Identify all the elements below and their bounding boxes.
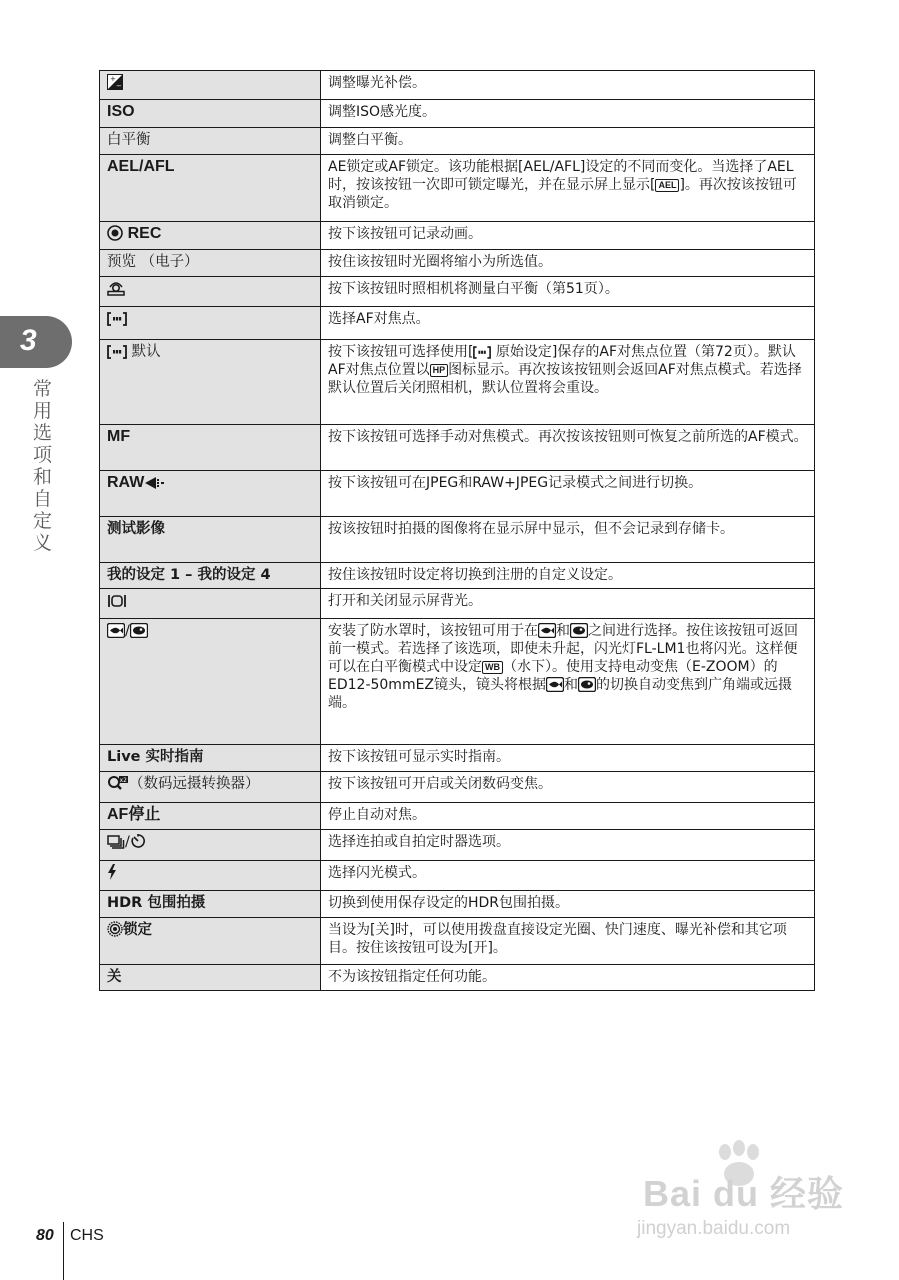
row-label: AEL/AFL [107,158,175,175]
svg-text:x2: x2 [119,777,127,784]
self-timer-icon [130,833,146,849]
table-row [100,128,815,155]
af-target-icon [107,345,127,359]
table-row [100,222,815,250]
digital-zoom-icon [107,775,129,791]
row-desc: 按下该按钮时照相机将测量白平衡（第51页）。 [321,277,815,307]
row-desc: AE锁定或AF锁定。该功能根据[AEL/AFL]设定的不同而变化。当选择了AEL时，按该按钮一次即可锁定曝光，并在显示屏上显示[ AEL ]。再次按该按钮可取消锁定。 [321,155,815,222]
row-desc: 调整曝光补偿。 [321,71,815,100]
underwater-wb-badge: WB [482,661,503,674]
af-target-icon [473,346,491,359]
row-label: 测试影像 [100,517,321,563]
table-row [100,589,815,619]
row-label: 锁定 [123,922,152,938]
button-function-table [99,70,815,991]
row-desc: 安装了防水罩时，该按钮可用于在 和 之间进行选择。按住该按钮可返回前一模式。若选择了该选项，即使未升起，闪光灯FL-LM1也将闪光。这样便可以在白平衡模式中设定 WB （水下）。使用支持电动变焦（E-ZOOM）的ED12-50mmEZ镜头，镜头将根据 和 的切换自动变焦到广角端或远摄端。 [321,619,815,745]
row-desc: 按下该按钮可选择使用[ 原始设定]保存的AF对焦点位置（第72页）。默认AF对焦点位置以 HP 图标显示。再次按该按钮则会返回AF对焦点模式。若选择默认位置后关闭照相机，默认位置将会重设。 [321,340,815,425]
row-desc: 停止自动对焦。 [321,803,815,830]
table-row [100,918,815,965]
row-label: 默认 [131,344,161,360]
table-row [100,619,815,745]
chapter-tab [0,316,72,368]
row-desc: 按住该按钮时设定将切换到注册的自定义设定。 [321,563,815,589]
table-row [100,100,815,128]
table-row [100,965,815,991]
row-desc: 按该按钮时拍摄的图像将在显示屏中显示，但不会记录到存储卡。 [321,517,815,563]
table-row [100,772,815,803]
row-desc: 选择AF对焦点。 [321,307,815,340]
underwater-macro-icon [578,677,596,692]
table-row [100,340,815,425]
exposure-compensation-icon [107,74,123,90]
chapter-title: 常用选项和自定义 [33,378,53,554]
table-row [100,745,815,772]
table-row [100,830,815,861]
table-row [100,425,815,471]
table-row [100,250,815,277]
row-label: （数码远摄转换器） [129,776,260,792]
flash-icon [107,864,117,880]
row-desc: 切换到使用保存设定的HDR包围拍摄。 [321,891,815,918]
table-row [100,471,815,517]
row-desc: 调整白平衡。 [321,128,815,155]
table-row [100,155,815,222]
home-position-badge: HP [430,364,449,377]
underwater-wide-icon [538,623,556,638]
page-number: 80 [36,1227,54,1244]
row-label: ISO [107,103,135,120]
row-label: Live 实时指南 [100,745,321,772]
row-label: AF停止 [107,806,161,823]
row-label: HDR 包围拍摄 [100,891,321,918]
row-desc: 选择连拍或自拍定时器选项。 [321,830,815,861]
row-label: 预览 （电子） [100,250,321,277]
baidu-watermark [625,1140,855,1260]
table-row [100,71,815,100]
row-desc: 按下该按钮可选择手动对焦模式。再次按该按钮则可恢复之前所选的AF模式。 [321,425,815,471]
row-desc: 打开和关闭显示屏背光。 [321,589,815,619]
dial-icon [107,921,123,937]
svg-text:+: + [110,75,116,83]
af-target-icon [107,312,127,326]
table-row [100,891,815,918]
underwater-wide-icon [546,677,564,692]
jpeg-quality-icon [144,476,166,490]
row-desc: 按住该按钮时光圈将缩小为所选值。 [321,250,815,277]
chapter-number: 3 [20,324,37,357]
svg-text:−: − [116,82,122,90]
page-language: CHS [70,1227,104,1244]
table-row [100,803,815,830]
row-label: / [125,623,130,639]
row-desc: 按下该按钮可显示实时指南。 [321,745,815,772]
record-icon [107,225,123,241]
table-row [100,517,815,563]
row-desc: 调整ISO感光度。 [321,100,815,128]
row-label: REC [127,225,162,242]
row-label: / [125,834,130,850]
row-label: 关 [100,965,321,991]
row-desc: 当设为[关]时，可以使用拨盘直接设定光圈、快门速度、曝光补偿和其它项目。按住该按钮可设为[开]。 [321,918,815,965]
backlight-icon [107,594,127,608]
underwater-macro-icon [570,623,588,638]
footer-divider [63,1222,64,1280]
watermark-brand: Bai du 经验 [643,1173,845,1214]
row-desc: 按下该按钮可在JPEG和RAW+JPEG记录模式之间进行切换。 [321,471,815,517]
table-row [100,861,815,891]
row-desc: 不为该按钮指定任何功能。 [321,965,815,991]
watermark-url: jingyan.baidu.com [637,1218,791,1239]
ael-badge: AEL [655,179,679,192]
underwater-macro-icon [130,623,148,638]
row-label [100,71,321,100]
underwater-wide-icon [107,623,125,638]
row-desc: 按下该按钮可记录动画。 [321,222,815,250]
row-label: 白平衡 [100,128,321,155]
row-desc: 选择闪光模式。 [321,861,815,891]
row-label: 我的设定 1 – 我的设定 4 [100,563,321,589]
row-label: MF [107,428,131,445]
table-row [100,563,815,589]
row-label: RAW [107,474,145,491]
one-touch-wb-icon [107,280,125,296]
row-desc: 按下该按钮可开启或关闭数码变焦。 [321,772,815,803]
table-row [100,277,815,307]
table-row [100,307,815,340]
sequential-shooting-icon [107,835,125,849]
